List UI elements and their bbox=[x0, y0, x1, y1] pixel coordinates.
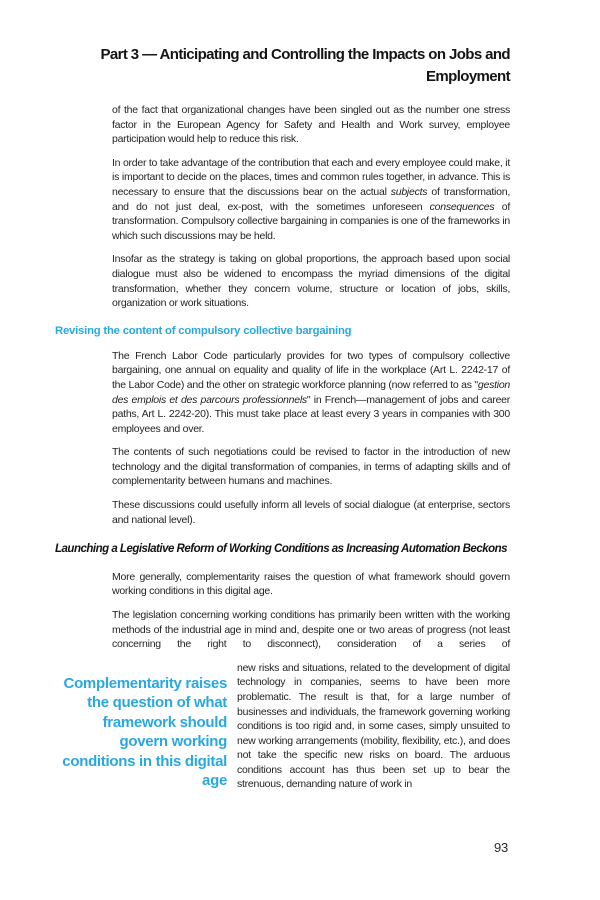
italic-segment: gestion des emplois et des parcours professionnels bbox=[112, 378, 510, 406]
section-heading-italic: Launching a Legislative Reform of Working Conditions as Increasing Automation Beckons bbox=[55, 543, 508, 556]
text-segment: The French Labor Code particularly provides for two types of compulsory collective bargaining, one annual on equality and quality of life in the workplace (Art L. 2242-17 of the Labor Code) and the other on strategic workforce planning (now referred to as " bbox=[112, 349, 510, 391]
italic-segment: subjects bbox=[390, 185, 428, 198]
pull-quote-row bbox=[55, 661, 510, 801]
italic-segment: consequences bbox=[429, 200, 495, 213]
paragraph bbox=[112, 349, 510, 437]
body-column bbox=[112, 570, 510, 652]
paragraph-wrapped: new risks and situations, related to the development of digital technology in companies, seems to have been more problematic. The result is that, for a large number of businesses and individuals, the framework governing working conditions is too rigid and, in some cases, simply unsuited to new working arrangements (mobility, flexibility, etc.), and does not take the specific new risks on board. The arduous conditions account has thus been set up to bear the strenuous, demanding nature of work in bbox=[237, 661, 510, 791]
text-segment: of transformation. Compulsory collective bargaining in companies is one of the frameworks in which such discussions may be held. bbox=[112, 200, 510, 242]
body-column bbox=[112, 349, 510, 528]
part-title: Part 3 — Anticipating and Controlling the Impacts on Jobs and Employment bbox=[100, 46, 510, 85]
body-column bbox=[112, 103, 510, 311]
text-segment: of transformation, and do not just deal, ex-post, with the sometimes unforeseen bbox=[112, 185, 510, 213]
paragraph: Insofar as the strategy is taking on global proportions, the approach based upon social dialogue must also be widened to encompass the myriad dimensions of the digital transformation, whether they concern volume, structure or location of jobs, skills, organization or work situations. bbox=[112, 253, 510, 310]
paragraph bbox=[112, 156, 510, 244]
text-segment: In order to take advantage of the contribution that each and every employee could make, it is important to decide on the places, times and common rules together, in advance. This is necessary to ensure that the discussions bear on the actual bbox=[112, 156, 510, 198]
paragraph: of the fact that organizational changes have been singled out as the number one stress factor in the European Agency for Safety and Health and Work survey, employee participation would help to reduce this risk. bbox=[112, 104, 510, 146]
section-heading-blue: Revising the content of compulsory collective bargaining bbox=[55, 324, 352, 337]
paragraph-wrap-intro: The legislation concerning working conditions has primarily been written with the working methods of the industrial age in mind and, despite one or two areas of progress (not least concerning the right to disconnect), consideration of a series of bbox=[112, 608, 510, 651]
pull-quote: Complementarity raises the question of what framework should govern working conditions in this digital age bbox=[62, 674, 227, 790]
text-segment: " in French—management of jobs and career paths, Art L. 2242-20). This must take place at least every 3 years in companies with 300 employees and over. bbox=[112, 393, 511, 435]
paragraph: The contents of such negotiations could be revised to factor in the introduction of new technology and the digital transformation of companies, in terms of adapting skills and of complementarity between humans and machines. bbox=[112, 446, 510, 488]
paragraph: These discussions could usefully inform all levels of social dialogue (at enterprise, sectors and national level). bbox=[112, 499, 510, 526]
paragraph: More generally, complementarity raises the question of what framework should govern working conditions in this digital age. bbox=[112, 570, 510, 598]
page-number: 93 bbox=[493, 840, 508, 855]
